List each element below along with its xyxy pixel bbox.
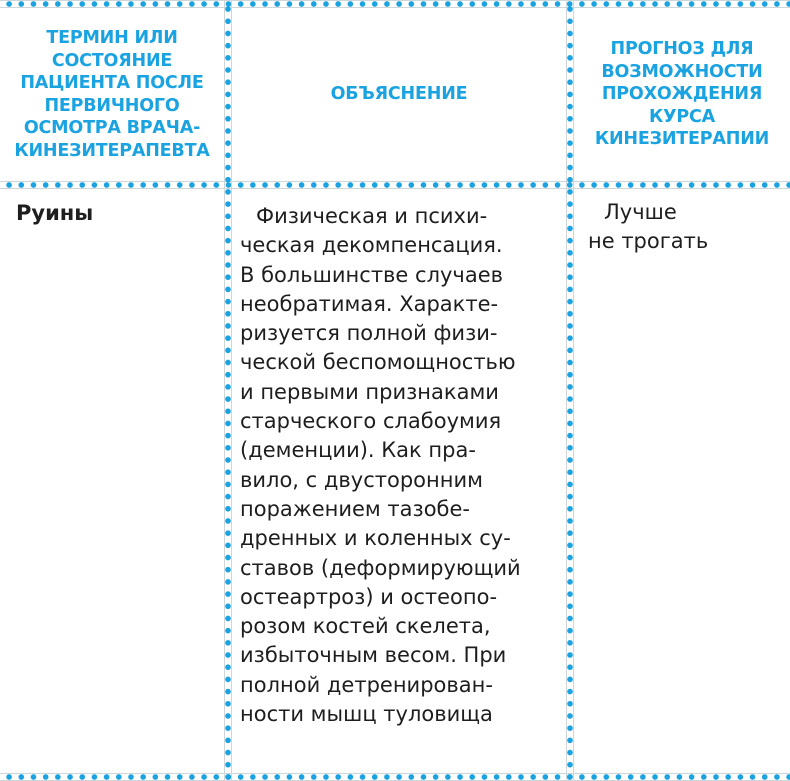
- header-term-line: ОСМОТРА ВРАЧА-: [23, 118, 201, 138]
- row-explanation: [240, 202, 566, 729]
- explanation-line: ставов (деформирующий: [240, 555, 521, 580]
- explanation-line: необратимая. Характе-: [240, 291, 499, 316]
- header-prognosis-line: КУРСА: [648, 106, 715, 127]
- explanation-line: В большинстве случаев: [240, 262, 503, 287]
- explanation-line: ческая декомпенсация.: [240, 233, 503, 258]
- row-prognosis: [588, 198, 788, 257]
- explanation-line: ризуется полной физи-: [240, 321, 498, 346]
- explanation-line: и первыми признаками: [240, 379, 499, 404]
- header-prognosis-line: КИНЕЗИТЕРАПИИ: [594, 129, 770, 150]
- header-term-line: КИНЕЗИТЕРАПЕВТА: [14, 140, 210, 161]
- column-divider-2: [566, 0, 574, 781]
- explanation-line: ческой беспомощностью: [240, 350, 516, 375]
- explanation-line: старческого слабоумия: [240, 409, 502, 434]
- header-bottom-border: [0, 181, 790, 189]
- header-prognosis-line: ПРОХОЖДЕНИЯ: [601, 84, 763, 105]
- header-term-line: ПЕРВИЧНОГО: [44, 95, 180, 116]
- table-top-border: [0, 0, 790, 8]
- prognosis-line: Лучше: [604, 200, 677, 224]
- explanation-line: розом костей скелета,: [240, 614, 491, 639]
- explanation-line: вило, с двусторонним: [240, 467, 483, 492]
- explanation-line: поражением тазобе-: [240, 496, 470, 521]
- explanation-line: избыточным весом. При: [240, 643, 507, 668]
- explanation-line: Физическая и психи-: [256, 204, 488, 228]
- header-prognosis-line: ПРОГНОЗ ДЛЯ: [610, 39, 754, 60]
- column-divider-1: [224, 0, 232, 781]
- header-prognosis-line: ВОЗМОЖНОСТИ: [601, 61, 763, 82]
- explanation-line: остеартроз) и остеопо-: [240, 584, 498, 609]
- explanation-line: (деменции). Как пра-: [240, 438, 476, 463]
- header-term-line: ПАЦИЕНТА ПОСЛЕ: [20, 73, 204, 93]
- row-term: Руины: [16, 201, 94, 225]
- prognosis-line: не трогать: [588, 229, 709, 254]
- table-bottom-border: [0, 773, 790, 781]
- header-term-line: ТЕРМИН ИЛИ: [46, 28, 178, 48]
- explanation-line: дренных и коленных су-: [240, 526, 511, 551]
- header-term: [0, 8, 224, 181]
- header-explanation-label: ОБЪЯСНЕНИЕ: [330, 84, 468, 105]
- explanation-line: полной детренирован-: [240, 672, 493, 697]
- header-term-line: СОСТОЯНИЕ: [51, 50, 173, 71]
- header-prognosis: [574, 8, 790, 181]
- explanation-line: ности мышц туловища: [240, 702, 493, 727]
- header-explanation: [232, 8, 566, 181]
